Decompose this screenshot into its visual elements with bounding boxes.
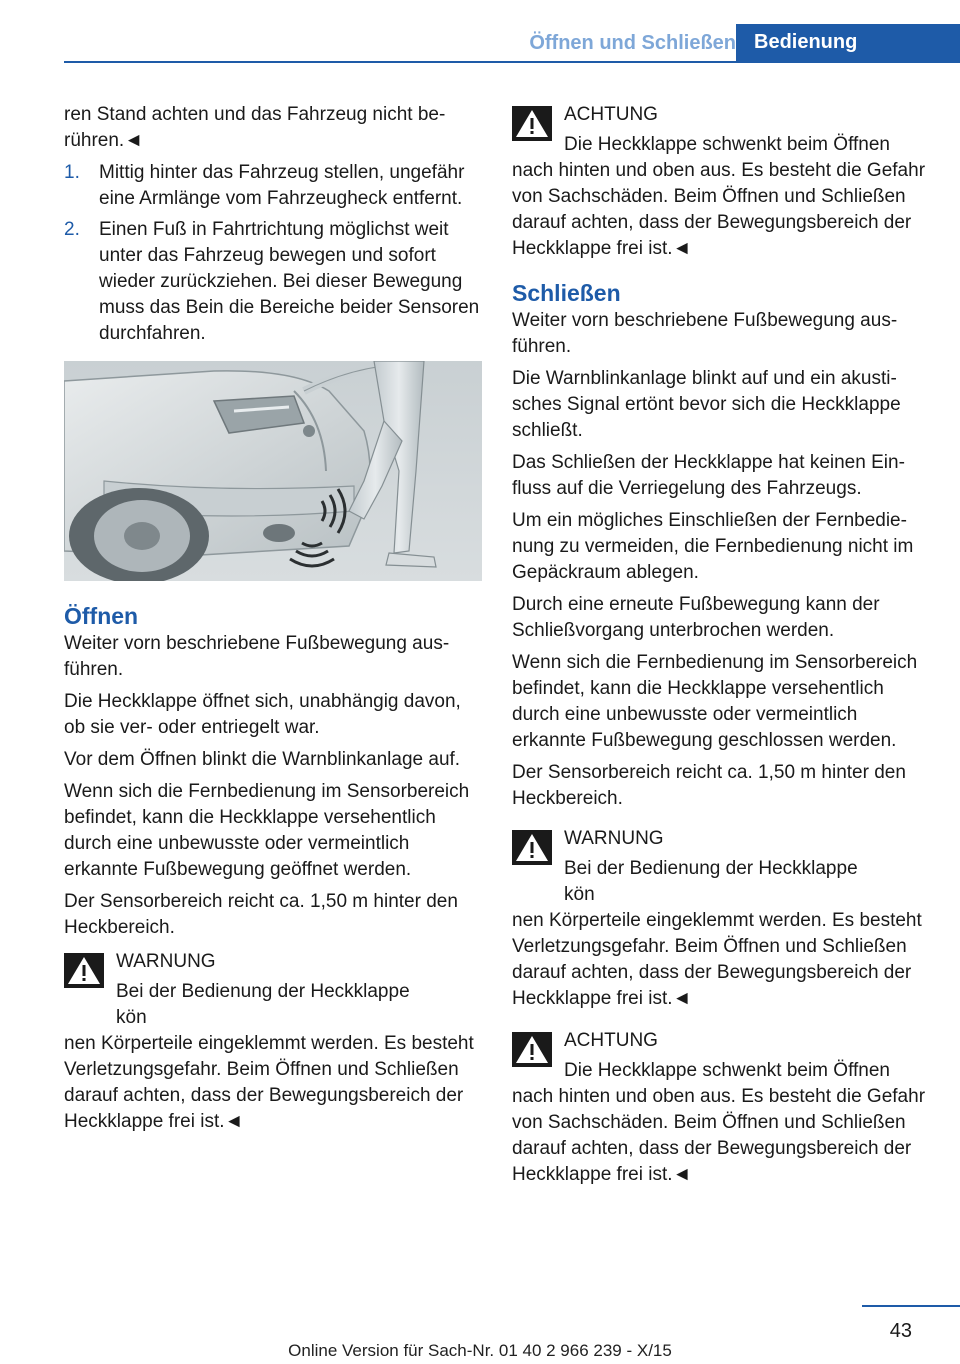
step-text: Mittig hinter das Fahrzeug stellen, ungefähr eine Armlänge vom Fahrzeugheck entfernt.	[99, 162, 465, 209]
right-column	[512, 102, 930, 1196]
steps-list	[64, 160, 482, 347]
paragraph: Das Schließen der Heckklappe hat keinen Einfluss auf die Verriegelung des Fahrzeugs.	[512, 452, 905, 499]
warning-title: WARNUNG	[564, 828, 664, 849]
paragraph: Die Heckklappe öffnet sich, unabhängig davon, ob sie ver- oder entriegelt war.	[64, 691, 461, 738]
heading-oeffnen: Öffnen	[64, 603, 139, 629]
warning-triangle-icon	[512, 1032, 552, 1067]
step-number: 1.	[64, 162, 80, 183]
warning-triangle-icon	[64, 953, 104, 988]
warning-first-line: Bei der Bedienung der Heckklappe kön	[116, 981, 410, 1028]
caution-text: nach hinten und oben aus. Es besteht die Gefahr von Sachschäden. Beim Öffnen und Schließen darauf achten, dass der Bewegungsbereich der Heckklappe frei ist.◄	[512, 160, 926, 259]
warning-box	[512, 826, 930, 1012]
illustration-foot-gesture	[64, 361, 482, 581]
paragraph: Weiter vorn beschriebene Fußbewegung ausführen.	[64, 633, 450, 680]
paragraph: Der Sensorbereich reicht ca. 1,50 m hinter den Heckbereich.	[64, 891, 458, 938]
warning-first-line: Bei der Bedienung der Heckklappe kön	[564, 858, 858, 905]
warning-text: nen Körperteile eingeklemmt werden. Es besteht Verletzungsgefahr. Beim Öffnen und Schließen darauf achten, dass der Bewegungsbereich der Heckklappe frei ist.◄	[64, 1033, 474, 1132]
paragraph: Wenn sich die Fernbedienung im Sensorbereich befindet, kann die Heckklappe versehentlich durch eine unbewusste oder vermeintlich erkannte Fußbewegung geöffnet werden.	[64, 781, 470, 880]
caution-first-line: Die Heckklappe schwenkt beim Öffnen	[564, 1060, 890, 1081]
warning-text: nen Körperteile eingeklemmt werden. Es besteht Verletzungsgefahr. Beim Öffnen und Schließen darauf achten, dass der Bewegungsbereich der Heckklappe frei ist.◄	[512, 910, 922, 1009]
caution-box	[512, 1028, 930, 1188]
step-text: Einen Fuß in Fahrtrichtung möglichst weit unter das Fahrzeug bewegen und sofort wieder zurückziehen. Bei dieser Bewegung muss das Bein die Bereiche beider Sensoren durchfahren.	[99, 219, 480, 344]
paragraph: Wenn sich die Fernbedienung im Sensorbereich befindet, kann die Heckklappe versehentlich durch eine unbewusste oder vermeintlich erkannte Fußbewegung geschlossen werden.	[512, 652, 918, 751]
step-number: 2.	[64, 219, 80, 240]
footer-online-version: Online Version für Sach-Nr. 01 40 2 966 239 - X/15	[288, 1341, 672, 1360]
caution-first-line: Die Heckklappe schwenkt beim Öffnen	[564, 134, 890, 155]
heading-schliessen: Schließen	[512, 280, 621, 306]
warning-title: WARNUNG	[116, 951, 216, 972]
page-number: 43	[889, 1320, 912, 1342]
running-header-chapter: Bedienung	[736, 24, 960, 61]
intro-text: ren Stand achten und das Fahrzeug nicht berühren.◄	[64, 104, 446, 151]
paragraph: Vor dem Öffnen blinkt die Warnblinkanlage auf.	[64, 749, 461, 770]
caution-title: ACHTUNG	[564, 1030, 658, 1051]
footer-rule	[862, 1305, 960, 1307]
caution-title: ACHTUNG	[564, 104, 658, 125]
car-rear-illustration	[64, 361, 482, 581]
warning-box	[64, 949, 482, 1135]
caution-box	[512, 102, 930, 262]
warning-triangle-icon	[512, 106, 552, 141]
paragraph: Um ein mögliches Einschließen der Fernbedienung zu vermeiden, die Fernbedienung nicht im Gepäckraum ablegen.	[512, 510, 914, 583]
paragraph: Die Warnblinkanlage blinkt auf und ein akustisches Signal ertönt bevor sich die Heckklappe schließt.	[512, 368, 901, 441]
warning-triangle-icon	[512, 830, 552, 865]
left-column	[64, 102, 482, 1143]
paragraph: Der Sensorbereich reicht ca. 1,50 m hinter den Heckbereich.	[512, 762, 906, 809]
caution-text: nach hinten und oben aus. Es besteht die Gefahr von Sachschäden. Beim Öffnen und Schließen darauf achten, dass der Bewegungsbereich der Heckklappe frei ist.◄	[512, 1086, 926, 1185]
paragraph: Weiter vorn beschriebene Fußbewegung ausführen.	[512, 310, 898, 357]
list-item	[64, 160, 482, 212]
header-rule	[64, 61, 960, 63]
paragraph: Durch eine erneute Fußbewegung kann der Schließvorgang unterbrochen werden.	[512, 594, 880, 641]
running-header-section: Öffnen und Schließen	[529, 32, 736, 54]
list-item	[64, 217, 482, 347]
